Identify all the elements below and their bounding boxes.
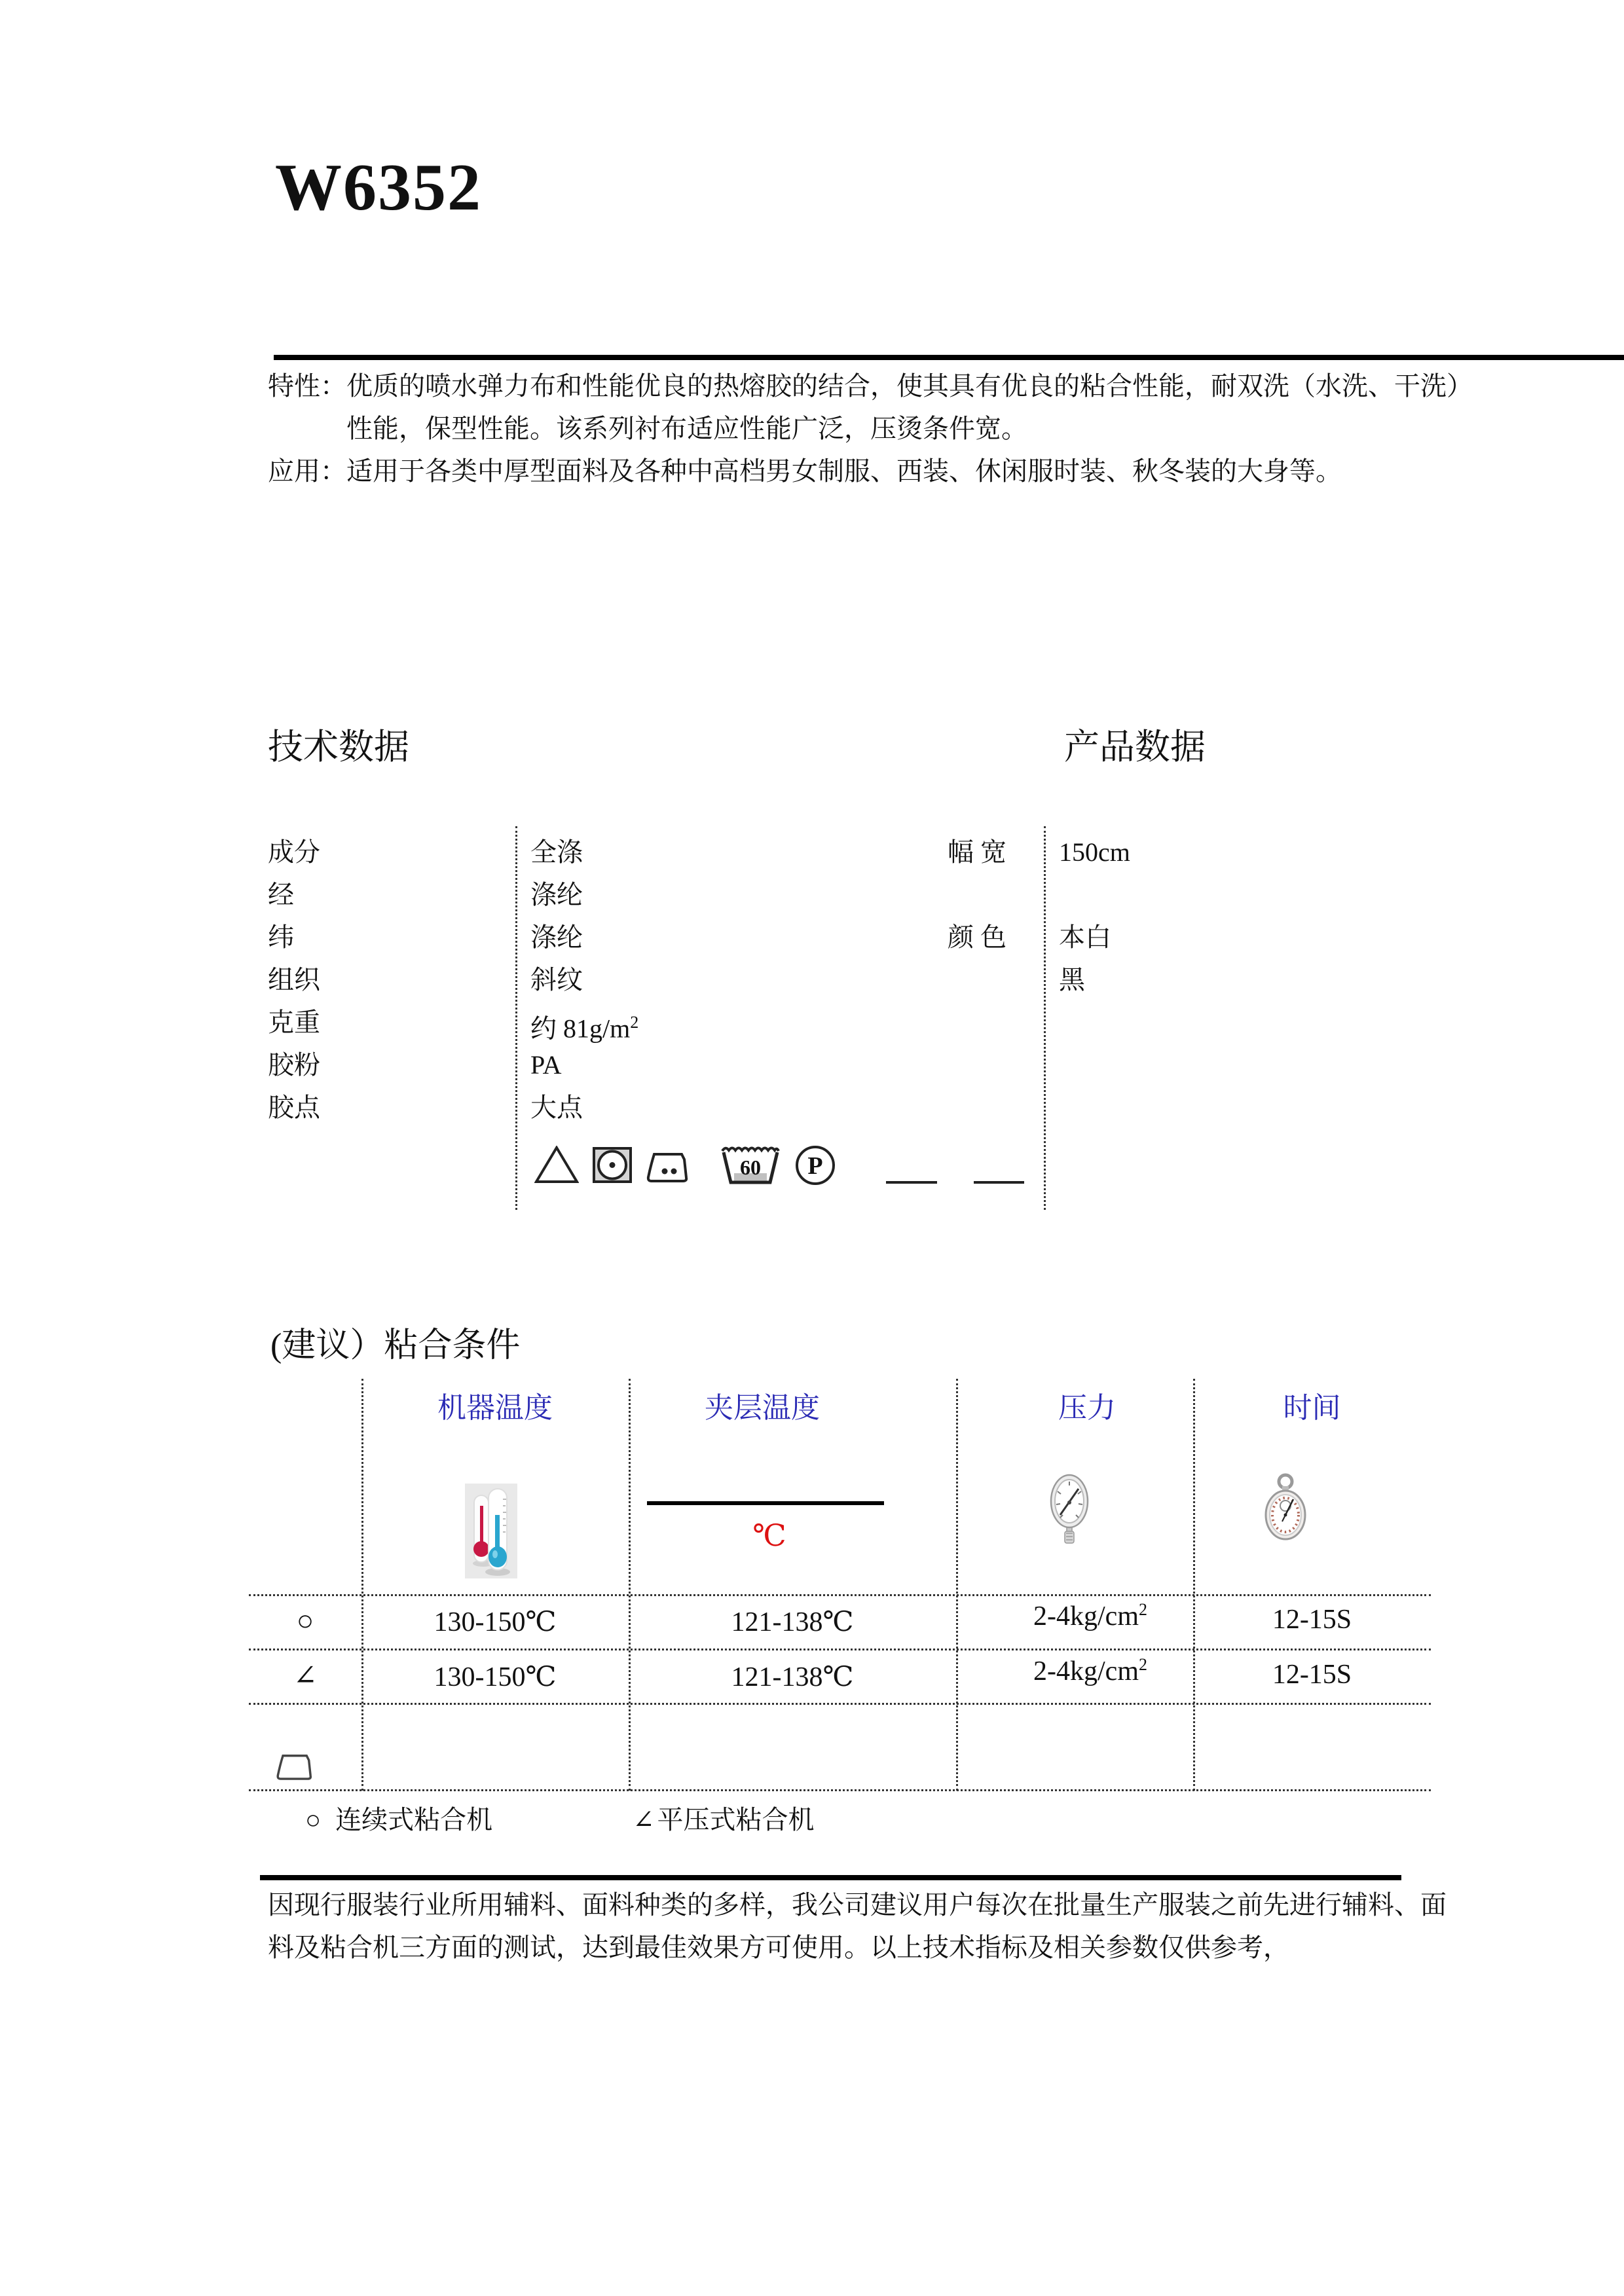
row2-time: 12-15S	[1272, 1660, 1352, 1690]
tech-row-label: 经	[268, 880, 294, 909]
tumble-dry-icon	[592, 1146, 633, 1184]
row2-machine-temp: 130-150℃	[434, 1662, 557, 1692]
bonding-title: (建议）粘合条件	[270, 1327, 521, 1364]
tech-row-value: 斜纹	[530, 965, 583, 994]
tech-row-label: 组织	[268, 965, 320, 994]
legend-flat-press	[633, 1799, 815, 1836]
tech-row-value: 大点	[530, 1093, 583, 1122]
weight-value: 约 81g/m	[530, 1013, 631, 1044]
interlayer-temp-line	[647, 1501, 884, 1505]
bonding-row-line-4	[249, 1789, 1431, 1791]
wash-60-icon	[720, 1143, 781, 1186]
bonding-col-line-3	[956, 1379, 958, 1791]
weight-sup: 2	[630, 1013, 639, 1032]
tech-section-title: 技术数据	[268, 727, 409, 767]
tech-row-label: 纬	[268, 922, 294, 952]
row2-pressure-sup: 2	[1138, 1655, 1147, 1674]
bonding-col-line-2	[629, 1379, 631, 1791]
application-line	[268, 454, 1342, 488]
tech-table-divider	[515, 826, 517, 1210]
tech-row-value: PA	[530, 1050, 562, 1080]
blank-line-1	[886, 1181, 937, 1184]
tech-row-value	[530, 1006, 638, 1046]
legend-angle-symbol: ∠	[633, 1805, 655, 1834]
row1-machine-temp: 130-150℃	[434, 1607, 557, 1637]
row2-pressure	[956, 1655, 1225, 1687]
color-value-2: 黑	[1059, 965, 1085, 994]
legend-circle-symbol: ○	[305, 1805, 322, 1834]
bonding-row-line-3	[249, 1703, 1431, 1705]
row1-pressure-sup: 2	[1138, 1600, 1147, 1619]
row1-machine-symbol: ○	[296, 1605, 314, 1637]
bonding-row-line-1	[249, 1594, 1431, 1596]
application-label: 应用：	[268, 456, 346, 486]
features-line1	[268, 369, 1473, 403]
footer-line1: 因现行服装行业所用辅料、面料种类的多样，我公司建议用户每次在批量生产服装之前先进行辅料、面	[268, 1890, 1447, 1920]
legend-flat-press-text: 平压式粘合机	[657, 1805, 815, 1834]
stopwatch-icon	[1264, 1473, 1307, 1540]
width-label: 幅 宽	[948, 837, 1006, 867]
col-header-interlayer-temp: 夹层温度	[705, 1392, 820, 1424]
tech-row-label: 胶点	[268, 1093, 320, 1122]
application-text: 适用于各类中厚型面料及各种中高档男女制服、西装、休闲服时装、秋冬装的大身等。	[346, 456, 1342, 486]
row2-pressure-value: 2-4kg/cm	[1033, 1656, 1139, 1686]
bonding-col-line-4	[1193, 1379, 1195, 1791]
pressure-gauge-icon	[1049, 1473, 1090, 1546]
tech-row-value: 涤纶	[530, 880, 583, 909]
row1-pressure	[956, 1600, 1225, 1632]
width-value: 150cm	[1059, 837, 1130, 867]
footer-line2: 料及粘合机三方面的测试，达到最佳效果方可使用。以上技术指标及相关参数仅供参考，	[268, 1933, 1289, 1962]
product-section-title: 产品数据	[1064, 727, 1206, 767]
tech-row-value: 全涤	[530, 837, 583, 867]
top-rule	[274, 355, 1624, 360]
col-header-time: 时间	[1283, 1392, 1341, 1424]
legend-continuous	[305, 1799, 492, 1836]
row1-time: 12-15S	[1272, 1605, 1352, 1635]
col-header-pressure: 压力	[1058, 1392, 1116, 1424]
iron-row-icon	[275, 1748, 316, 1786]
row1-interlayer-temp: 121-138℃	[731, 1607, 854, 1637]
legend-continuous-text: 连续式粘合机	[335, 1805, 493, 1834]
tech-row-label: 成分	[268, 837, 320, 867]
color-value-1: 本白	[1059, 922, 1111, 952]
blank-line-2	[974, 1181, 1024, 1184]
row2-machine-symbol: ∠	[293, 1660, 318, 1692]
tech-row-label: 胶粉	[268, 1050, 320, 1080]
features-text1: 优质的喷水弹力布和性能优良的热熔胶的结合，使其具有优良的粘合性能，耐双洗（水洗、干洗）	[346, 371, 1473, 401]
bonding-col-line-1	[361, 1379, 363, 1791]
tech-row-label: 克重	[268, 1008, 320, 1037]
celsius-unit: ℃	[752, 1519, 786, 1552]
thermometer-icon	[465, 1484, 517, 1578]
features-line2: 性能，保型性能。该系列衬布适应性能广泛，压烫条件宽。	[346, 414, 1027, 443]
bleach-triangle-icon	[534, 1146, 579, 1184]
color-label: 颜 色	[948, 922, 1006, 952]
product-table-divider	[1044, 826, 1046, 1210]
tech-row-value: 涤纶	[530, 922, 583, 952]
features-label: 特性：	[268, 371, 346, 401]
row1-pressure-value: 2-4kg/cm	[1033, 1601, 1139, 1631]
row2-interlayer-temp: 121-138℃	[731, 1662, 854, 1692]
bottom-rule	[260, 1875, 1401, 1880]
dry-clean-p-icon	[794, 1145, 836, 1186]
col-header-machine-temp: 机器温度	[437, 1392, 553, 1424]
svg-text:P: P	[807, 1152, 823, 1180]
iron-two-dots-icon	[645, 1150, 692, 1184]
page-title: W6352	[275, 151, 482, 225]
bonding-row-line-2	[249, 1649, 1431, 1650]
svg-text:60: 60	[740, 1156, 761, 1179]
